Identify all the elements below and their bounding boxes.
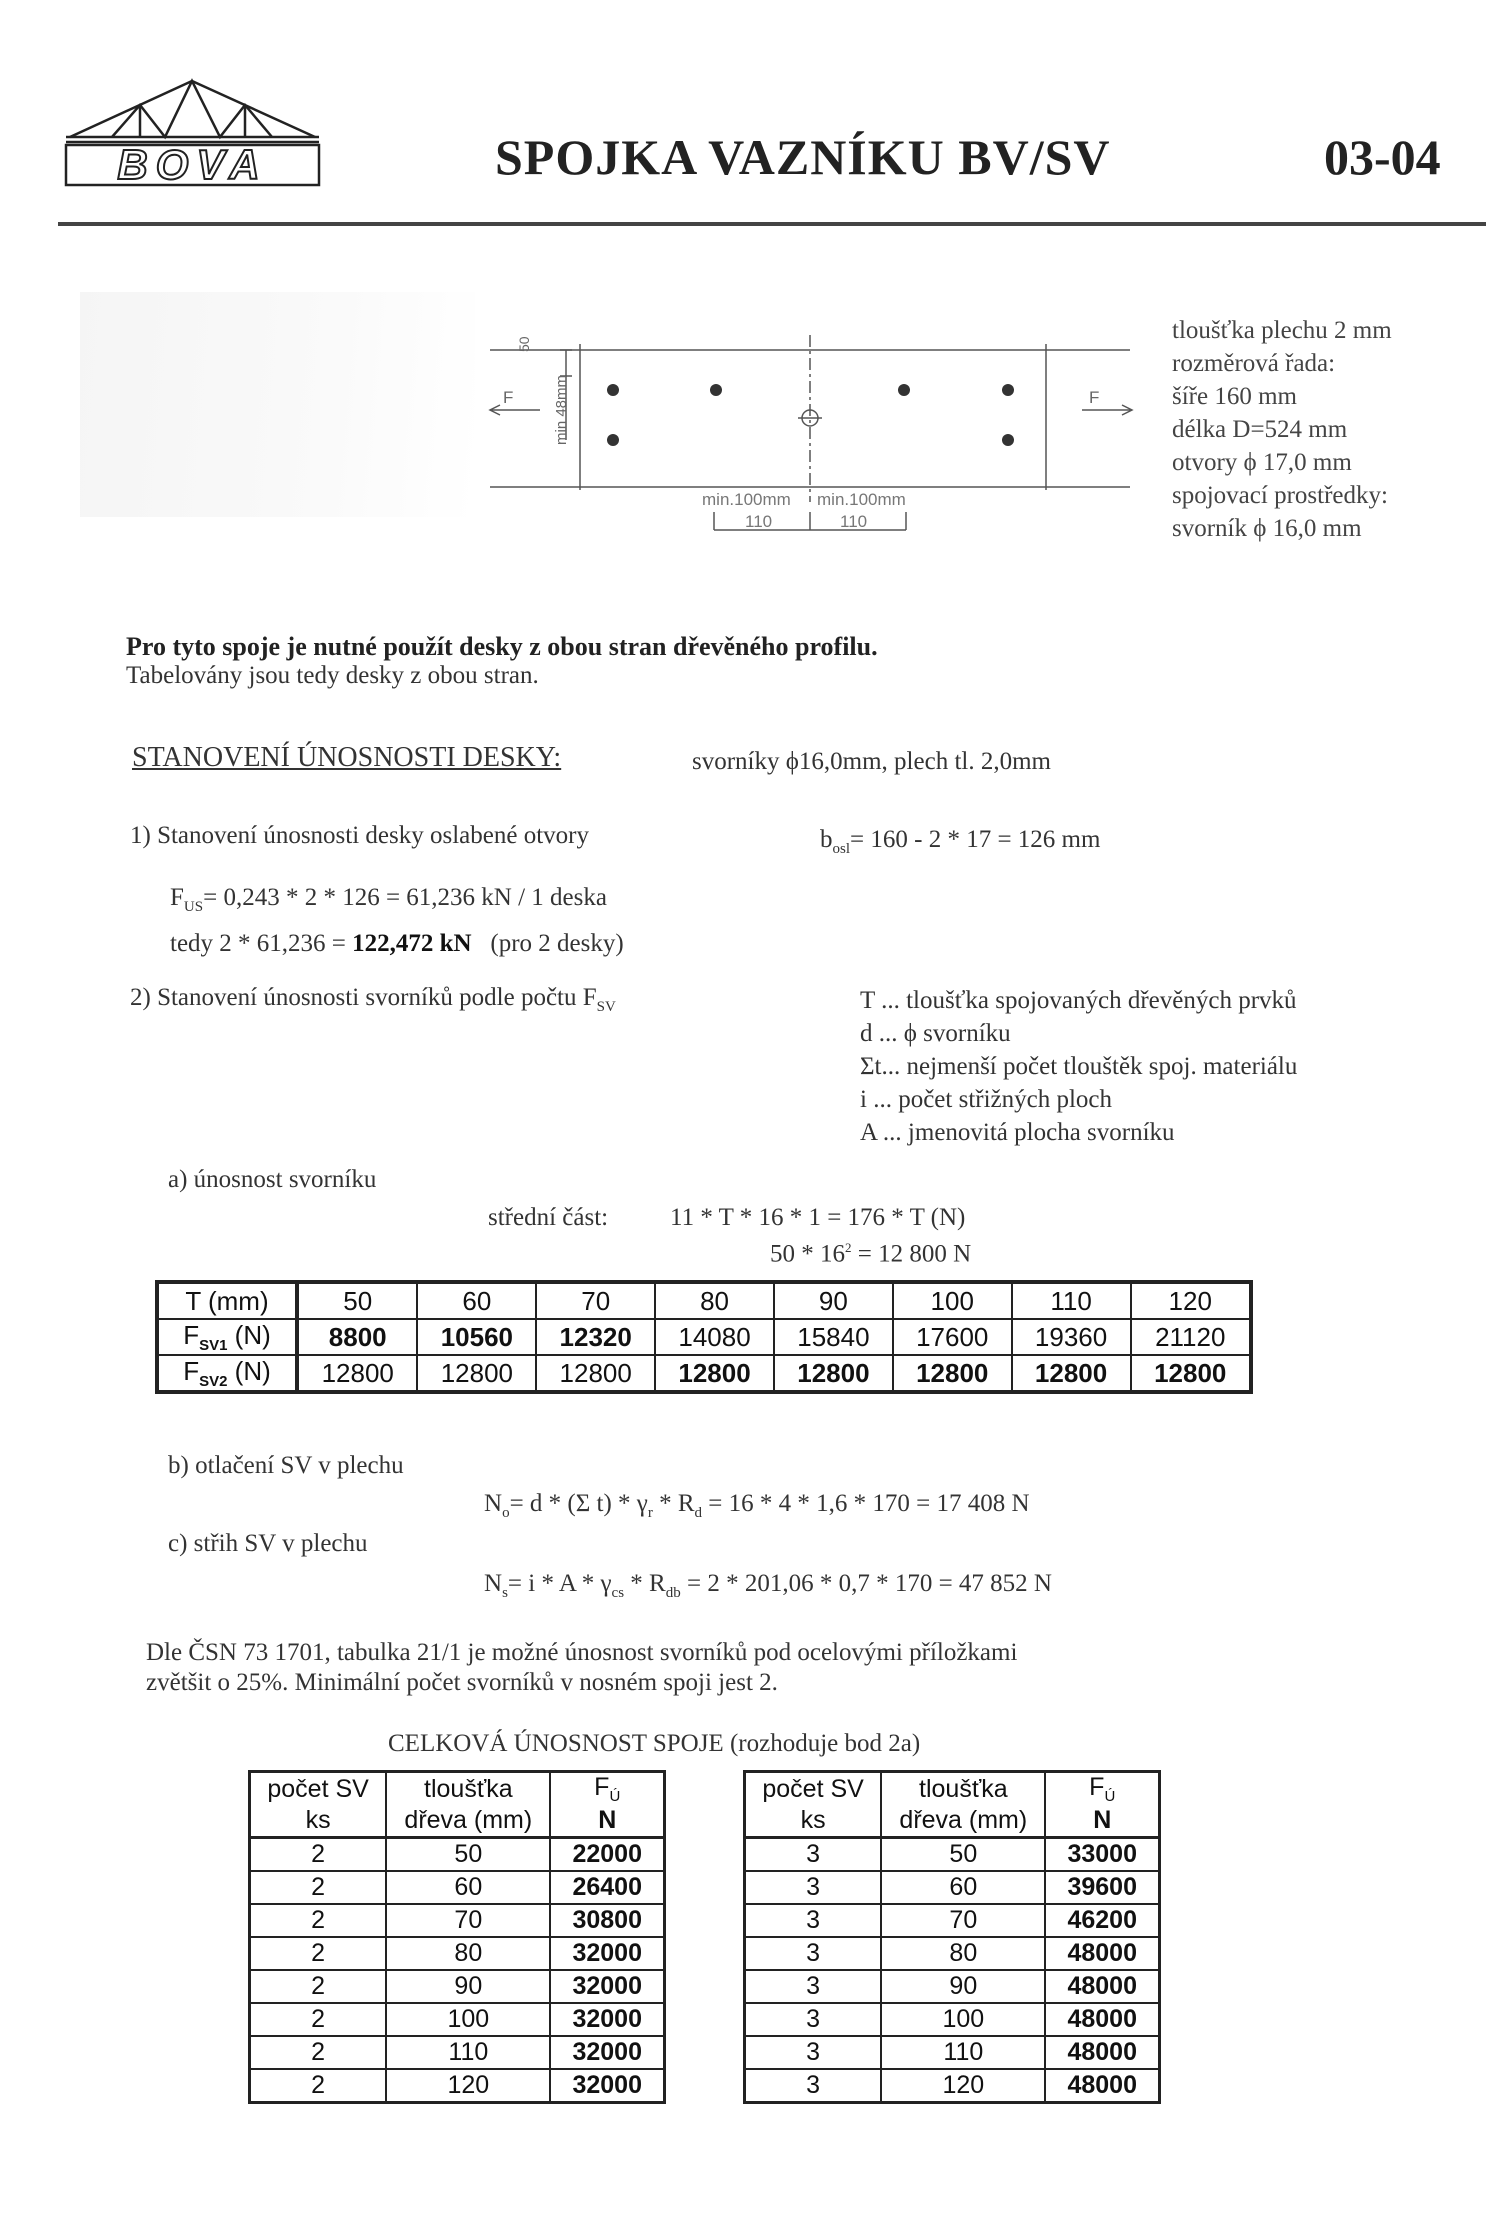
table-row [745,2069,1160,2103]
dimension-min-100-right: min.100mm [817,490,906,509]
table-cell: 100 [386,2003,550,2036]
sub-a-calc-label: střední část: [488,1204,609,1231]
table-cell: 120 [386,2069,550,2103]
step1-fus: $F_{US}= 0,243 * 2 * 126 = 61,236$ kN / 1 deska [170,884,607,915]
table-cell: $F_{SV1}$ (N) [157,1319,297,1355]
table-header [250,1772,665,1806]
table-cell: $F_Ú$ [1045,1772,1159,1806]
legend-line: T ... tloušťka spojovaných dřevěných prvků [860,987,1297,1014]
total-title: CELKOVÁ ÚNOSNOST SPOJE (rozhoduje bod 2a) [388,1730,921,1757]
table-cell: 90 [881,1970,1045,2003]
table-cell: 12800 [297,1355,417,1392]
table-cell: 100 [893,1282,1012,1319]
table-cell: 2 [250,1838,387,1872]
spec-line: otvory ϕ 17,0 mm [1172,449,1352,476]
spec-line: svorník ϕ 16,0 mm [1172,515,1362,542]
csn-line: zvětšit o 25%. Minimální počet svorníků v nosném spoji jest 2. [146,1669,778,1696]
table-cell: 19360 [1012,1319,1131,1355]
table-header [745,1805,1160,1838]
table-row [745,1871,1160,1904]
dimension-min-48: min 48mm [553,374,570,445]
table-header [250,1805,665,1838]
table-cell: 8800 [297,1319,417,1355]
table-cell: 12800 [774,1355,893,1392]
plate-specs [1172,314,1392,545]
spec-line: tloušťka plechu 2 mm [1172,317,1392,344]
table-cell: 39600 [1045,1871,1159,1904]
force-label-right: F [1089,388,1100,407]
table-cell: 3 [745,1970,882,2003]
sub-a-calc2: $50 * 16^2 = 12$ 800 N [770,1240,972,1268]
step1-bosl: $b_{osl}= 160 - 2 * 17 = 126$ mm [820,826,1101,857]
spec-line: šíře 160 mm [1172,383,1297,410]
table-cell: 15840 [774,1319,893,1355]
table-cell: 50 [881,1838,1045,1872]
table-cell: 32000 [550,2003,664,2036]
sub-b-equation: $N_o= d * (\Sigma$ $t) * \gamma_r * R_d = 16 * 4 * 1,6 * 170 = 17$ 408 N [484,1490,1030,1521]
table-cell: 2 [250,1904,387,1937]
bolt-capacity-table [155,1280,1253,1394]
connection-drawing [470,330,1190,550]
table-cell: 12800 [1012,1355,1131,1392]
dimension-min-100-left: min.100mm [702,490,791,509]
document-number: 03-04 [1324,129,1441,185]
table-cell: 32000 [550,1937,664,1970]
csn-line: Dle ČSN 73 1701, tabulka 21/1 je možné únosnost svorníků pod ocelovými příložkami [146,1639,1018,1666]
table-row [250,2003,665,2036]
table-cell: ks [250,1805,387,1838]
header-divider [58,222,1486,226]
dimension-110-right: 110 [840,512,868,531]
table-cell: 12800 [893,1355,1012,1392]
table-cell: 50 [386,1838,550,1872]
table-cell: 32000 [550,2036,664,2069]
table-cell: 60 [386,1871,550,1904]
table-cell: 26400 [550,1871,664,1904]
table-cell: 14080 [655,1319,774,1355]
table-cell: T (mm) [157,1282,297,1319]
sub-a-label: a) únosnost svorníku [168,1166,377,1193]
table-row [250,1970,665,2003]
table-cell: 60 [417,1282,536,1319]
table-cell: 22000 [550,1838,664,1872]
csn-note [146,1638,1017,1698]
table-cell: 3 [745,2069,882,2103]
table-cell: 33000 [1045,1838,1159,1872]
table-cell: počet SV [250,1772,387,1806]
table-cell: 110 [386,2036,550,2069]
table-cell: 120 [881,2069,1045,2103]
total-table-left [248,1770,666,2104]
table-cell: 50 [297,1282,417,1319]
table-row [157,1282,1251,1319]
legend-line: d ... ϕ svorníku [860,1020,1011,1047]
table-cell: 3 [745,1871,882,1904]
table-cell: 3 [745,2036,882,2069]
table-cell: 46200 [1045,1904,1159,1937]
table-cell: 30800 [550,1904,664,1937]
notice-bold: Pro tyto spoje je nutné použít desky z obou stran dřevěného profilu. [126,632,878,661]
document-title: SPOJKA VAZNÍKU BV/SV [495,129,1111,185]
table-cell: 10560 [417,1319,536,1355]
table-cell: 80 [881,1937,1045,1970]
table-cell: 48000 [1045,2036,1159,2069]
table-cell: 12800 [655,1355,774,1392]
table-cell: 110 [881,2036,1045,2069]
step2-label: 2) Stanovení únosnosti svorníků podle počtu $F_{SV}$ [130,984,616,1015]
table-cell: 2 [250,1970,387,2003]
notice-normal: Tabelovány jsou tedy desky z obou stran. [126,662,539,689]
table-cell: 70 [386,1904,550,1937]
table-cell: 100 [881,2003,1045,2036]
sub-c-label: c) střih SV v plechu [168,1530,368,1557]
table-cell: 48000 [1045,1970,1159,2003]
table-cell: 3 [745,2003,882,2036]
legend-line: A ... jmenovitá plocha svorníku [860,1119,1175,1146]
table-cell: 90 [386,1970,550,2003]
table-cell: 12800 [536,1355,655,1392]
spec-line: rozměrová řada: [1172,350,1336,377]
force-label-left: F [503,388,514,407]
table-cell: 80 [386,1937,550,1970]
table-row [157,1355,1251,1392]
table-cell: 12320 [536,1319,655,1355]
table-cell: 17600 [893,1319,1012,1355]
table-cell: N [1045,1805,1159,1838]
table-cell: 2 [250,1871,387,1904]
table-row [250,1937,665,1970]
section-params: svorníky ϕ16,0mm, plech tl. 2,0mm [692,748,1051,775]
table-row [745,1904,1160,1937]
table-cell: počet SV [745,1772,882,1806]
table-row [250,1838,665,1872]
table-cell: ks [745,1805,882,1838]
table-cell: dřeva (mm) [386,1805,550,1838]
table-cell: 48000 [1045,2003,1159,2036]
table-cell: 12800 [1131,1355,1252,1392]
table-row [745,1937,1160,1970]
table-cell: 3 [745,1937,882,1970]
table-cell: dřeva (mm) [881,1805,1045,1838]
table-row [250,1904,665,1937]
step1-label: 1) Stanovení únosnosti desky oslabené otvory [130,822,589,849]
table-cell: 70 [881,1904,1045,1937]
table-cell: 3 [745,1838,882,1872]
symbol-legend [860,984,1297,1149]
dimension-110-left: 110 [745,512,773,531]
table-cell: 80 [655,1282,774,1319]
table-cell: $F_Ú$ [550,1772,664,1806]
table-header [745,1772,1160,1806]
table-cell: N [550,1805,664,1838]
table-cell: 21120 [1131,1319,1252,1355]
total-table-right [743,1770,1161,2104]
company-logo [60,75,325,190]
table-cell: 12800 [417,1355,536,1392]
section-heading: STANOVENÍ ÚNOSNOSTI DESKY: [132,742,562,773]
table-cell: tloušťka [386,1772,550,1806]
table-row [250,2069,665,2103]
table-row [745,2003,1160,2036]
table-cell: 2 [250,1937,387,1970]
table-cell: 48000 [1045,1937,1159,1970]
spec-line: délka D=524 mm [1172,416,1348,443]
table-cell: 2 [250,2069,387,2103]
sub-c-equation: $N_s= i * A * \gamma_{cs} * R_{db} = 2 * 201,06 * 0,7 * 170 = 47$ 852 N [484,1570,1052,1601]
table-cell: 3 [745,1904,882,1937]
table-cell: $F_{SV2}$ (N) [157,1355,297,1392]
table-row [745,2036,1160,2069]
dimension-50: 50 [516,336,532,352]
table-row [745,1838,1160,1872]
table-cell: 32000 [550,2069,664,2103]
table-row [745,1970,1160,2003]
sub-a-calc1: 11 * T * 16 * 1 = 176 * T (N) [670,1204,966,1231]
sub-b-label: b) otlačení SV v plechu [168,1452,404,1479]
step1-tedy: tedy 2 * 61,236 = 122,472 kN (pro 2 desky) [170,930,624,957]
table-cell: 48000 [1045,2069,1159,2103]
table-cell: 110 [1012,1282,1131,1319]
table-row [157,1319,1251,1355]
spec-line: spojovací prostředky: [1172,482,1388,509]
table-cell: 60 [881,1871,1045,1904]
table-cell: 90 [774,1282,893,1319]
plate-photo [80,292,475,517]
legend-line: i ... počet střižných ploch [860,1086,1113,1113]
table-cell: 2 [250,2003,387,2036]
legend-line: Σt... nejmenší počet tlouštěk spoj. materiálu [860,1053,1298,1080]
table-row [250,2036,665,2069]
logo-text: BOVA [117,141,268,188]
table-cell: 120 [1131,1282,1252,1319]
table-cell: 32000 [550,1970,664,2003]
table-cell: 70 [536,1282,655,1319]
table-cell: tloušťka [881,1772,1045,1806]
table-cell: 2 [250,2036,387,2069]
table-row [250,1871,665,1904]
